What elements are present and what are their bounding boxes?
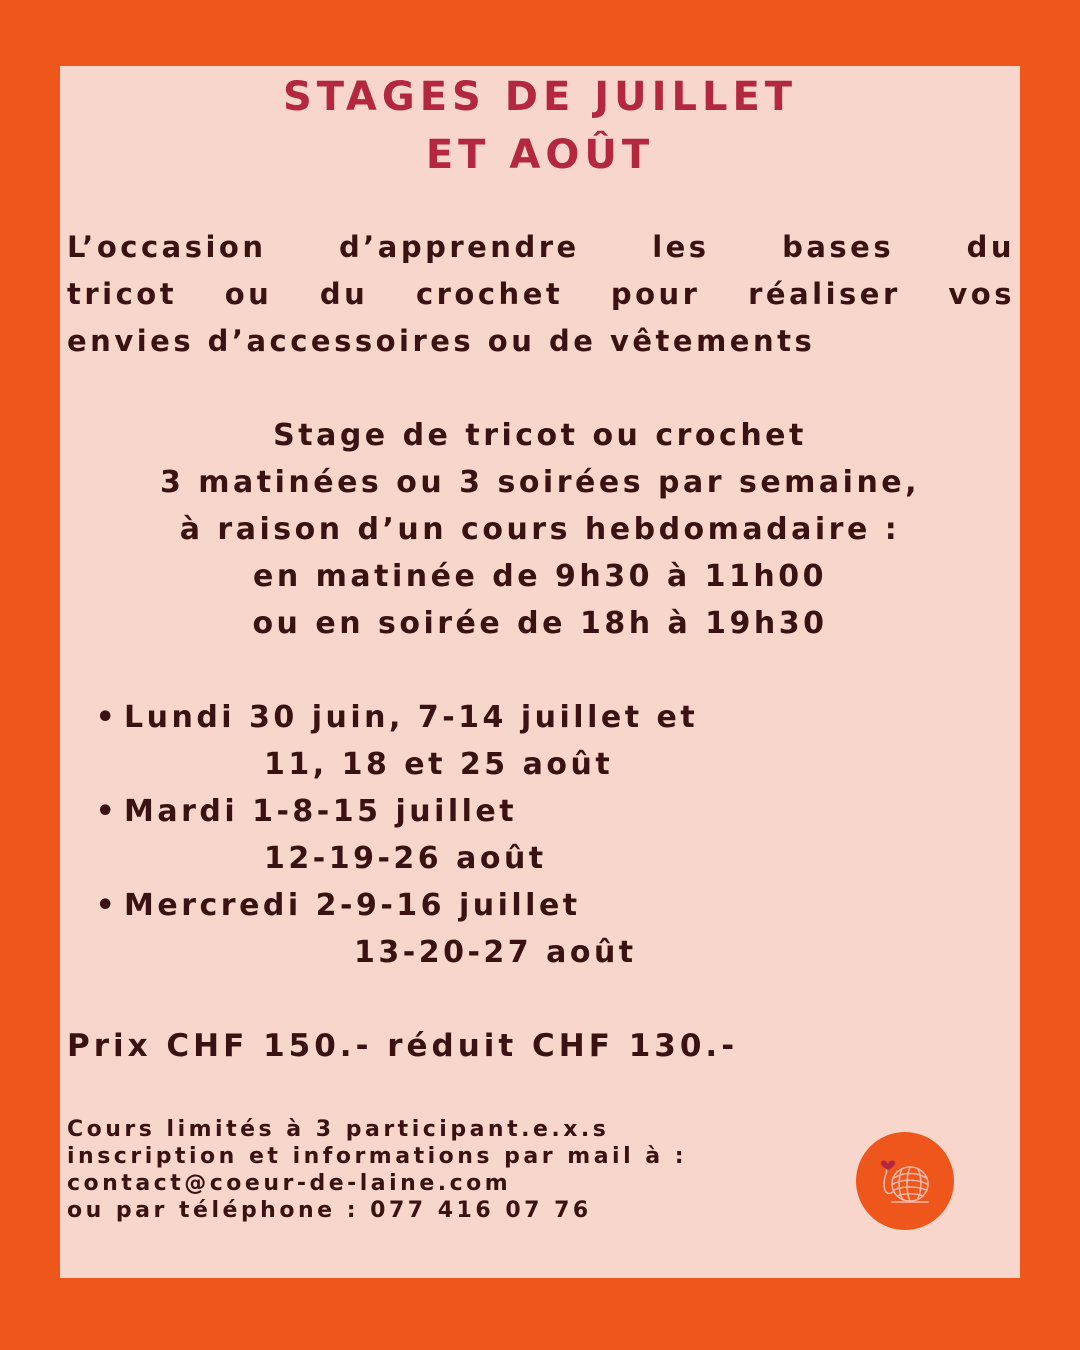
schedule-item-line-1: Lundi 30 juin, 7-14 juillet et [124,700,699,735]
schedule-item-mercredi-continued: 13-20-27 août [354,935,637,970]
title-line-1: STAGES DE JUILLET [282,74,798,120]
flyer-panel [60,66,1020,1278]
bullet: • [95,700,119,735]
bullet: • [95,888,119,923]
contact-info [67,1116,687,1224]
schedule-list [90,694,990,976]
yarn-ball-heart-icon [856,1132,954,1230]
bullet: • [95,794,119,829]
schedule-item-mercredi [90,882,990,929]
contact-phone[interactable]: ou par téléphone : 077 416 07 76 [67,1198,592,1223]
intro-paragraph [67,224,1015,365]
contact-line-1: Cours limités à 3 participant.e.x.s [67,1117,610,1142]
contact-line-2: inscription et informations par mail à : [67,1144,688,1169]
contact-email[interactable]: contact@coeur-de-laine.com [67,1171,512,1196]
schedule-item-line-1: Mercredi 2-9-16 juillet [124,888,581,923]
page-title [60,68,1020,184]
stage-line-2: 3 matinées ou 3 soirées par semaine, [159,465,921,500]
title-line-2: ET AOÛT [425,132,655,178]
schedule-item-line-1: Mardi 1-8-15 juillet [124,794,518,829]
stage-line-3: à raison d’un cours hebdomadaire : [179,512,901,547]
stage-line-1: Stage de tricot ou crochet [273,418,807,453]
schedule-item-mardi [90,788,990,835]
schedule-item-lundi-continued: 11, 18 et 25 août [264,747,614,782]
price-text: Prix CHF 150.- réduit CHF 130.- [67,1028,739,1064]
intro-line-3: envies d’accessoires ou de vêtements [67,324,816,358]
intro-line-2: tricot ou du crochet pour réaliser vos [67,277,1015,311]
stage-line-4: en matinée de 9h30 à 11h00 [252,559,827,594]
schedule-item-lundi [90,694,990,741]
stage-description [60,412,1020,647]
schedule-item-mardi-continued: 12-19-26 août [264,841,547,876]
intro-line-1: L’occasion d’apprendre les bases du [67,230,1015,264]
logo-graphic [856,1132,954,1230]
stage-line-5: ou en soirée de 18h à 19h30 [252,606,828,641]
